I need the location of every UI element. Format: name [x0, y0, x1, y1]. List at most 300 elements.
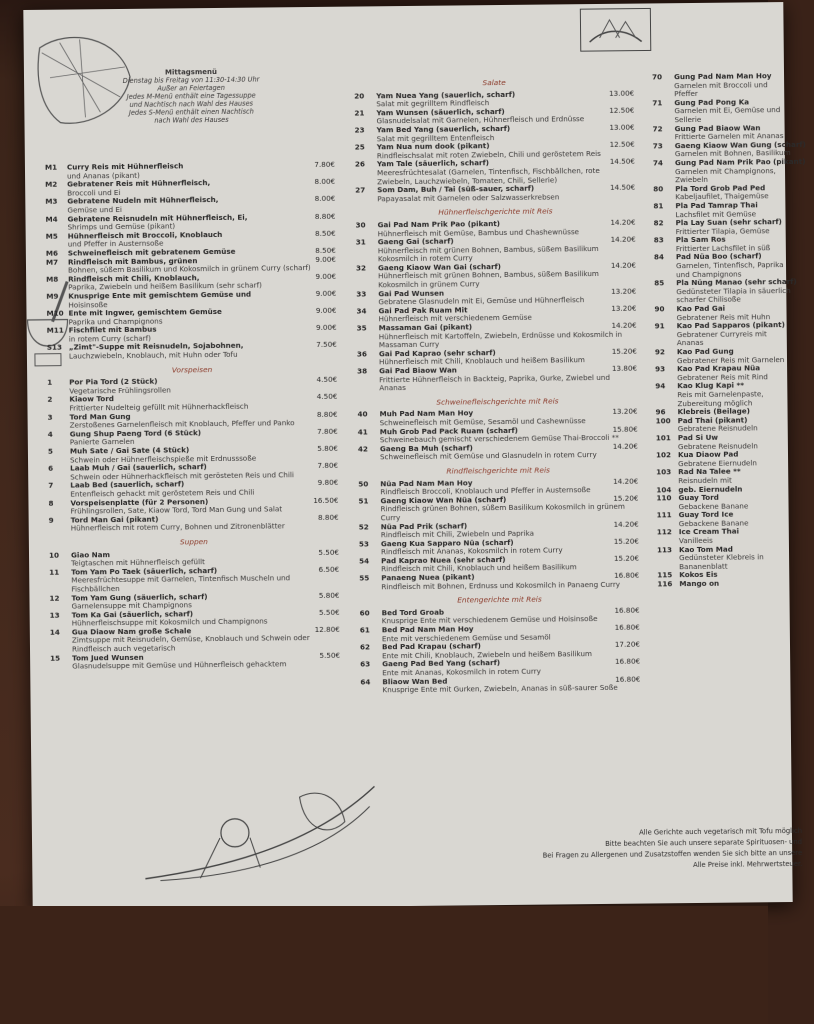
item-description: Gebackene Banane: [678, 501, 749, 511]
item-description: Broccoli und Ei: [67, 187, 121, 198]
item-price: 14.20€: [612, 441, 638, 451]
section-heading: Vorspeisen: [171, 364, 213, 375]
section-heading: Schweinefleischgerichte mit Reis: [436, 396, 559, 407]
menu-item: [655, 364, 795, 374]
item-number: 35: [356, 323, 367, 333]
item-name: Kao Tom Mad: [678, 544, 733, 554]
item-price: 17.20€: [614, 639, 641, 650]
item-number: 8: [48, 498, 54, 508]
item-number: 32: [355, 263, 367, 273]
item-name: Gua Diaow Nam große Schale: [71, 626, 192, 637]
item-description: Rindfleisch grünen Bohnen, süßem Basilikum Kokosmilch in grünem Curry: [380, 502, 625, 523]
item-description: Vanilleeis: [678, 535, 713, 546]
item-name: Schweinefleisch mit gebratenem Gemüse: [67, 246, 236, 258]
item-number: 34: [356, 306, 367, 316]
item-name: Nüa Pad Prik (scharf): [380, 520, 468, 531]
item-name: Tom Ka Gai (säuerlich, scharf): [71, 608, 194, 620]
item-name: Pad Si Uw: [677, 432, 719, 443]
item-number: 4: [47, 429, 53, 439]
item-name: Kiaow Tord: [69, 394, 114, 404]
item-description: Garnelen, Tintenfisch, Paprika und Champignons: [675, 260, 784, 279]
item-name: Yam Bed Yang (sauerlich, scharf): [376, 123, 511, 135]
item-description: Teigtaschen mit Hühnerfleisch gefüllt: [71, 557, 205, 568]
item-number: 110: [656, 493, 672, 503]
item-name: Tord Man Gung: [69, 411, 131, 422]
item-description: Lauchzwiebeln, Knoblauch, mit Huhn oder Tofu: [68, 349, 238, 361]
item-number: 10: [48, 550, 60, 560]
item-number: 13: [49, 610, 60, 620]
item-number: 26: [354, 159, 366, 169]
item-number: 115: [657, 570, 673, 580]
item-number: M9: [46, 291, 59, 301]
item-number: 113: [656, 544, 673, 555]
menu-item: [655, 347, 795, 357]
menu-item: [656, 416, 796, 426]
intro-line: Außer an Feiertagen: [157, 83, 225, 93]
item-description: Ente mit Ananas, Kokosmilch in rotem Curry: [382, 666, 541, 678]
item-name: Gebratene Nudeln mit Hühnerfleisch,: [67, 195, 219, 206]
item-price: 12.50€: [609, 105, 635, 115]
item-number: 63: [360, 659, 371, 669]
item-name: Tord Man Gai (pikant): [70, 514, 159, 525]
item-number: 15: [50, 653, 61, 663]
item-number: 83: [653, 235, 664, 245]
item-name: Yam Tale (säuerlich, scharf): [376, 158, 489, 169]
menu-item: [657, 527, 797, 537]
item-name: Panaeng Nuea (pikant): [381, 572, 475, 583]
item-name: Laab Muh / Gai (sauerlich, scharf): [70, 462, 207, 473]
menu-item: [652, 98, 792, 108]
item-price: 7.80€: [317, 460, 339, 471]
item-name: Yam Wunsen (säuerlich, scharf): [376, 106, 505, 118]
item-name: Vorspeisenplatte (für 2 Personen): [70, 496, 209, 508]
item-number: 116: [657, 579, 673, 589]
item-description: Garnelen mit Ei, Gemüse und Sellerie: [674, 105, 781, 125]
item-description: Shrimps und Gemüse (pikant): [67, 221, 176, 232]
item-description: Salat mit gegrilltem Entenfleisch: [376, 132, 495, 143]
item-price: 5.80€: [317, 443, 338, 453]
item-number: 3: [47, 412, 53, 422]
item-price: 16.50€: [313, 495, 339, 505]
item-number: 71: [652, 98, 663, 108]
item-number: 73: [652, 141, 663, 151]
item-price: 13.20€: [611, 303, 637, 313]
item-name: Gai Pad Wunsen: [378, 288, 445, 298]
item-number: 40: [357, 409, 368, 419]
item-name: Massaman Gai (pikant): [378, 322, 473, 333]
item-price: 6.50€: [318, 564, 340, 574]
item-price: 8.80€: [316, 409, 338, 419]
menu-item: [653, 124, 793, 134]
item-name: Gaeng Kua Sapparo Nüa (scharf): [380, 537, 514, 548]
item-description: Gebratener Curryreis mit Ananas: [676, 329, 767, 348]
item-number: 7: [48, 481, 54, 491]
item-price: 7.50€: [316, 340, 337, 350]
item-number: 53: [358, 539, 369, 549]
item-name: Gung Pad Nam Man Hoy: [673, 71, 772, 82]
menu-item: [653, 184, 793, 194]
item-name: Giao Nam: [70, 549, 111, 560]
item-name: geb. Eiernudeln: [678, 484, 743, 494]
menu-item: [657, 510, 797, 520]
item-number: 112: [656, 527, 672, 537]
item-description: Hühnerfleisch mit grünen Bohnen, Bambus, süßem Basilikum Kokosmilch in rotem Curry: [377, 243, 599, 264]
item-name: Muh Pad Nam Man Hoy: [379, 408, 474, 419]
menu-item: [657, 579, 797, 589]
section-heading: Rindfleischgerichte mit Reis: [446, 465, 550, 476]
item-description: Hühnerfleisch mit verschiedenem Gemüse: [378, 313, 532, 324]
intro-line: Jedes S-Menü enthält einen Nachtisch: [128, 107, 254, 117]
item-number: 50: [358, 478, 369, 489]
item-name: Kao Klug Kapi **: [677, 380, 745, 391]
item-number: 103: [656, 467, 672, 477]
item-price: 8.50€: [315, 245, 336, 255]
item-price: 16.80€: [614, 605, 640, 615]
item-number: 93: [655, 364, 666, 374]
item-price: 9.00€: [316, 323, 337, 333]
item-number: 33: [356, 289, 367, 299]
item-description: Hühnerfleisch mit grünen Bohnen, Bambus, süßem Basilikum Kokosmilch in grünem Curry: [378, 269, 599, 290]
item-number: 62: [359, 642, 371, 652]
item-name: Tom Jued Wunsen: [72, 652, 144, 663]
item-price: 14.20€: [610, 217, 636, 227]
item-price: 9.00€: [315, 288, 337, 298]
item-description: Gebratener Reis mit Huhn: [676, 311, 771, 322]
item-description: Meeresfrüchtesalat (Garnelen, Tintenfisch, Fischbällchen, rote Zwiebeln, Lauchzwiebeln, Tomaten, Chili, Sellerie): [376, 165, 600, 186]
item-number: 21: [354, 108, 365, 118]
item-number: 38: [357, 366, 368, 376]
item-number: 20: [354, 91, 365, 101]
item-name: Bed Pad Krapau (scharf): [381, 641, 481, 652]
item-number: 31: [355, 237, 366, 247]
item-name: Pla Lay Suan (sehr scharf): [675, 217, 782, 228]
item-name: Guay Tord: [678, 492, 719, 503]
item-price: 15.20€: [613, 553, 640, 563]
item-number: 9: [48, 515, 54, 525]
item-number: M5: [45, 231, 58, 241]
intro-line: und Nachtisch nach Wahl des Hauses: [129, 99, 254, 109]
item-price: 8.00€: [314, 194, 336, 204]
item-name: Mango on: [679, 578, 720, 589]
item-number: 111: [656, 510, 672, 520]
item-description: Glasnudelsalat mit Garnelen, Hühnerfleisch und Erdnüsse: [376, 114, 585, 126]
item-name: Gung Pad Nam Prik Pao (pikant): [674, 156, 806, 168]
item-description: Rindfleisch mit Bohnen, Erdnuss und Kokosmilch in Panaeng Curry: [381, 579, 621, 591]
footer-line: Bitte beachten Sie auch unsere separate Spirituosen- und: [605, 837, 803, 848]
item-number: M11: [46, 325, 64, 336]
item-name: Fischfilet mit Bambus: [68, 324, 157, 335]
item-description: Gebratene Reisnudeln: [677, 423, 758, 434]
item-name: Knusprige Ente mit gemischtem Gemüse und: [68, 289, 252, 301]
item-description: Zerstoßenes Garnelenfleisch mit Knoblauch, Pfeffer und Panko: [69, 418, 295, 430]
item-description: Glasnudelsuppe mit Gemüse und Hühnerfleisch gehacktem: [72, 659, 287, 671]
item-number: M7: [45, 257, 59, 267]
item-name: „Zimt"-Suppe mit Reisnudeln, Sojabohnen,: [68, 341, 244, 353]
item-price: 8.80€: [314, 211, 336, 221]
item-description: Gebratene Eiernudeln: [678, 458, 757, 468]
item-name: Kao Pad Gai: [676, 303, 726, 314]
item-description: Hühnerfleisch mit Kartoffeln, Zwiebeln, Erdnüsse und Kokosmilch in Massaman Curry: [378, 329, 623, 350]
item-number: M4: [45, 214, 58, 224]
item-description: Rindfleisch Broccoli, Knoblauch und Pfeffer in Austernsoße: [380, 485, 591, 497]
item-price: 13.00€: [609, 122, 635, 132]
item-number: 11: [49, 567, 60, 577]
item-number: 5: [47, 446, 53, 456]
item-number: 1: [47, 377, 53, 388]
item-description: Schwein oder Hühnerhackfleisch mit gerösteten Reis und Chili: [70, 469, 294, 482]
item-description: Rindfleischsalat mit roten Zwiebeln, Chili und geröstetem Reis: [376, 148, 601, 161]
item-number: S13: [46, 343, 63, 353]
item-number: M8: [46, 274, 59, 284]
item-number: 70: [651, 72, 663, 82]
menu-item: [654, 218, 794, 228]
item-name: Gai Pad Kaprao (sehr scharf): [378, 347, 496, 359]
section-heading: Hühnerfleischgerichte mit Reis: [438, 206, 553, 217]
item-name: Gebratener Reis mit Hühnerfleisch,: [67, 178, 211, 189]
item-price: 15.80€: [612, 424, 638, 434]
item-name: Kokos Eis: [679, 570, 718, 580]
item-name: Tom Yam Po Taek (säuerlich, scharf): [71, 565, 218, 577]
item-name: Por Pia Tord (2 Stück): [69, 376, 158, 387]
item-name: Yam Nuea Yang (sauerlich, scharf): [376, 89, 516, 100]
item-price: 14.20€: [613, 476, 639, 486]
menu-item: [653, 201, 793, 211]
item-name: Gaeng Kiaow Wan Nüa (scharf): [380, 494, 507, 506]
item-price: 4.50€: [316, 374, 338, 385]
boat-illustration: [139, 776, 380, 889]
item-price: 16.80€: [614, 622, 640, 632]
item-number: 23: [354, 125, 365, 135]
item-name: Tom Yam Gung (säuerlich, scharf): [71, 591, 208, 603]
item-description: Meeresfrüchtesuppe mit Garnelen, Tintenfisch Muscheln und Fischbällchen: [71, 573, 291, 594]
item-price: 16.80€: [615, 674, 641, 684]
item-price: 9.00€: [315, 305, 337, 316]
item-description: Vegetarische Frühlingsrollen: [69, 385, 171, 396]
menu-item: [656, 493, 796, 503]
item-description: Gebratener Reis mit Garnelen: [676, 354, 785, 365]
footer-line: Alle Preise inkl. Mehrwertsteuer.: [693, 859, 803, 870]
menu-item: [654, 252, 794, 262]
item-number: 6: [48, 463, 54, 473]
item-price: 14.20€: [610, 234, 636, 244]
item-description: Garnelen mit Broccoli und Pfeffer: [674, 79, 768, 99]
item-name: Laab Bed (sauerlich, scharf): [70, 479, 185, 490]
item-price: 13.20€: [611, 286, 637, 296]
item-description: Schweinefleisch mit Gemüse, Sesamöl und Cashewnüsse: [379, 416, 586, 428]
item-price: 8.00€: [314, 176, 336, 187]
item-name: Gai Pad Nam Prik Pao (pikant): [377, 218, 501, 230]
item-name: Gung Pad Pong Ka: [674, 97, 750, 107]
item-description: Gemüse und Ei: [67, 204, 122, 215]
item-description: Lachsfilet mit Gemüse: [675, 208, 757, 219]
menu-item: [656, 450, 796, 460]
item-number: 84: [653, 252, 664, 262]
item-number: 102: [655, 450, 672, 460]
item-description: Hühnerfleisch mit rotem Curry, Bohnen und Zitronenblätter: [70, 521, 285, 533]
menu-item: [654, 235, 794, 245]
item-price: 16.80€: [614, 570, 640, 580]
item-description: Frittierte Garnelen mit Ananas: [674, 131, 784, 142]
item-description: Hoisinsoße: [68, 299, 108, 310]
item-name: Kao Pad Gung: [676, 346, 734, 357]
item-number: 85: [654, 278, 665, 288]
item-name: Guay Tord Ice: [678, 509, 734, 520]
item-description: Paprika und Champignons: [68, 316, 163, 327]
item-description: Zimtsuppe mit Reisnudeln, Gemüse, Knoblauch und Schwein oder Rindfleisch auch vegetarisch: [71, 633, 310, 654]
item-description: Gebratener Reis mit Rind: [677, 372, 768, 382]
item-description: Frühlingsrollen, Sate, Kiaow Tord, Tord Man Gung und Salat: [70, 504, 283, 516]
item-number: 60: [359, 608, 370, 618]
item-name: Gaeng Kiaow Wan Gai (scharf): [377, 261, 502, 273]
item-name: Kao Pad Krapau Nüa: [677, 363, 761, 374]
item-price: 14.20€: [611, 320, 637, 330]
item-number: 82: [653, 218, 664, 228]
item-number: 90: [654, 304, 665, 314]
item-number: 61: [359, 625, 370, 635]
item-description: Schwein oder Hühnerfleischspieße mit Erdnusssoße: [69, 453, 257, 465]
item-number: 42: [357, 444, 368, 454]
item-description: Ente mit verschiedenem Gemüse und Sesamöl: [381, 632, 551, 643]
menu-item: [654, 304, 794, 314]
item-description: Paprika, Zwiebeln und heißem Basilikum (sehr scharf): [68, 280, 262, 292]
item-description: Ente mit Chili, Knoblauch, Zwiebeln und heißem Basilikum: [382, 648, 593, 661]
item-number: 81: [653, 201, 664, 211]
footer-line: Bei Fragen zu Allergenen und Zusatzstoffen wenden Sie sich bitte an unsere: [542, 848, 803, 860]
item-description: Hühnerfleisch mit Gemüse, Bambus und Chashewnüsse: [377, 226, 580, 238]
item-price: 8.50€: [315, 228, 336, 238]
item-price: 14.20€: [613, 519, 639, 529]
item-number: M3: [45, 197, 58, 207]
item-number: 51: [358, 496, 369, 506]
item-price: 13.80€: [611, 363, 638, 373]
footer-line: Alle Gerichte auch vegetarisch mit Tofu möglich: [639, 826, 802, 837]
item-price: 8.80€: [318, 512, 339, 522]
item-description: Kabeljaufilet, Thaigemüse: [675, 191, 769, 202]
item-description: Papayasalat mit Garnelen oder Salzwasserkrebsen: [377, 192, 560, 204]
item-number: 104: [656, 484, 672, 494]
item-name: Bed Tord Groab: [381, 607, 445, 618]
item-price: 5.50€: [319, 607, 340, 617]
item-number: 96: [655, 407, 666, 417]
menu-item: [655, 381, 795, 391]
item-price: 5.50€: [318, 547, 340, 557]
item-price: 13.20€: [612, 406, 638, 417]
item-description: Gebratene Reisnudeln: [677, 440, 758, 451]
item-description: Reis mit Garnelenpaste, Zubereitung möglich: [677, 389, 764, 408]
item-price: 9.80€: [317, 478, 339, 488]
item-price: 7.80€: [317, 426, 338, 436]
item-name: Gung Pad Biaow Wan: [674, 122, 761, 133]
item-number: M1: [44, 162, 58, 172]
item-price: 9.00€: [315, 254, 336, 264]
item-name: Gai Pad Biaow Wan: [379, 365, 457, 376]
item-number: 91: [654, 321, 665, 331]
item-number: 92: [654, 347, 665, 357]
item-name: Ente mit Ingwer, gemischtem Gemüse: [68, 307, 222, 318]
item-name: Gaeng Pad Bed Yang (scharf): [382, 658, 501, 669]
table-surface: [0, 906, 768, 1024]
item-name: Gai Pad Pak Ruam Mit: [378, 305, 468, 316]
menu-item: [657, 545, 797, 555]
item-description: Salat mit gegrilltem Rindfleisch: [376, 98, 490, 109]
item-name: Muh Sate / Gai Sate (4 Stück): [69, 445, 190, 456]
item-name: Pla Nüng Manao (sehr scharf): [676, 277, 797, 288]
item-name: Pla Pad Tamrap Thai: [675, 200, 758, 211]
menu-item: [656, 433, 796, 443]
item-price: 15.20€: [611, 346, 637, 356]
item-price: 13.00€: [609, 88, 635, 98]
item-price: 15.20€: [613, 536, 639, 546]
item-description: Frittierter Tilapia, Gemüse: [675, 225, 770, 236]
item-name: Rindfleisch mit Bambus, grünen: [67, 255, 198, 267]
item-name: Bliaow Wan Bed: [382, 676, 448, 686]
item-description: Frittierte Hühnerfleisch in Backteig, Paprika, Gurke, Zwiebel und Ananas: [379, 372, 610, 393]
menu-item: [655, 321, 795, 331]
item-number: 36: [356, 349, 367, 359]
item-description: Schweinefleisch mit Gemüse und Glasnudeln in rotem Curry: [379, 450, 597, 462]
item-description: Garnelen mit Bohnen, Basilikum: [674, 148, 791, 159]
item-description: Knusprige Ente mit Gurken, Zwiebeln, Ananas in süß-saurer Soße: [382, 683, 618, 695]
item-price: 5.50€: [319, 650, 341, 660]
item-description: Knusprige Ente mit verschiedenem Gemüse und Hoisinsoße: [381, 614, 598, 626]
item-description: Rindfleisch mit Ananas, Kokosmilch in rotem Curry: [380, 545, 563, 557]
item-name: Muh Grob Pad Pack Ruam (scharf): [379, 425, 518, 436]
item-price: 14.50€: [609, 182, 636, 192]
item-name: Curry Reis mit Hühnerfleisch: [66, 161, 184, 172]
item-price: 15.20€: [613, 493, 639, 503]
item-price: 14.20€: [610, 260, 637, 270]
item-number: M6: [45, 248, 59, 258]
item-name: Som Dam, Buh / Tai (süß-sauer, scharf): [377, 183, 535, 195]
item-name: Pad Thai (pikant): [677, 415, 748, 425]
menu-item: [652, 72, 792, 82]
column-left: [45, 161, 340, 672]
item-price: 9.00€: [315, 271, 337, 281]
item-number: 72: [652, 123, 663, 133]
item-name: Ice Cream Thai: [678, 527, 740, 537]
intro-line: nach Wahl des Hauses: [154, 115, 229, 125]
item-description: Rindfleisch mit Chili, Knoblauch und heißem Basilikum: [381, 562, 577, 574]
item-name: Pla Sam Ros: [675, 234, 726, 245]
intro-line: Dienstag bis Freitag von 11:30-14:30 Uhr: [122, 75, 260, 85]
item-number: 80: [653, 184, 664, 194]
item-name: Klebreis (Beilage): [677, 406, 751, 417]
item-description: Gebratene Glasnudeln mit Ei, Gemüse und Hühnerfleisch: [378, 295, 585, 307]
item-description: Schweinebauch gemischt verschiedenem Gemüse Thai-Broccoli **: [379, 432, 619, 445]
item-description: Gedünsteter Tilapia in säuerlich scharfer Chilisoße: [676, 285, 791, 305]
item-price: 14.50€: [609, 156, 635, 167]
item-number: 30: [355, 220, 366, 230]
menu-item: [654, 277, 797, 288]
item-price: 5.80€: [318, 590, 340, 600]
item-number: 100: [655, 415, 671, 426]
item-number: 27: [355, 185, 366, 195]
item-name: Pla Tord Grob Pad Ped: [675, 182, 766, 193]
item-description: Bohnen, süßem Basilikum und Kokosmilch in grünem Curry (scharf): [67, 263, 311, 275]
item-description: Entenfleisch gehackt mit geröstetem Reis und Chili: [70, 487, 255, 499]
item-number: 14: [49, 627, 60, 637]
item-name: Gung Shup Paeng Tord (6 Stück): [69, 427, 202, 439]
item-number: M2: [45, 179, 58, 189]
item-name: Pad Kaprao Nuea (sehr scharf): [381, 554, 506, 566]
item-price: 12.50€: [609, 139, 635, 150]
menu-item: [656, 467, 796, 477]
menu-sheet: [23, 2, 806, 910]
item-name: Hühnerfleisch mit Broccoli, Knoblauch: [67, 229, 223, 241]
item-description: Reisnudeln mit: [678, 475, 732, 486]
item-description: Rindfleisch mit Chili, Zwiebeln und Paprika: [380, 528, 535, 540]
item-price: 7.80€: [314, 159, 335, 169]
